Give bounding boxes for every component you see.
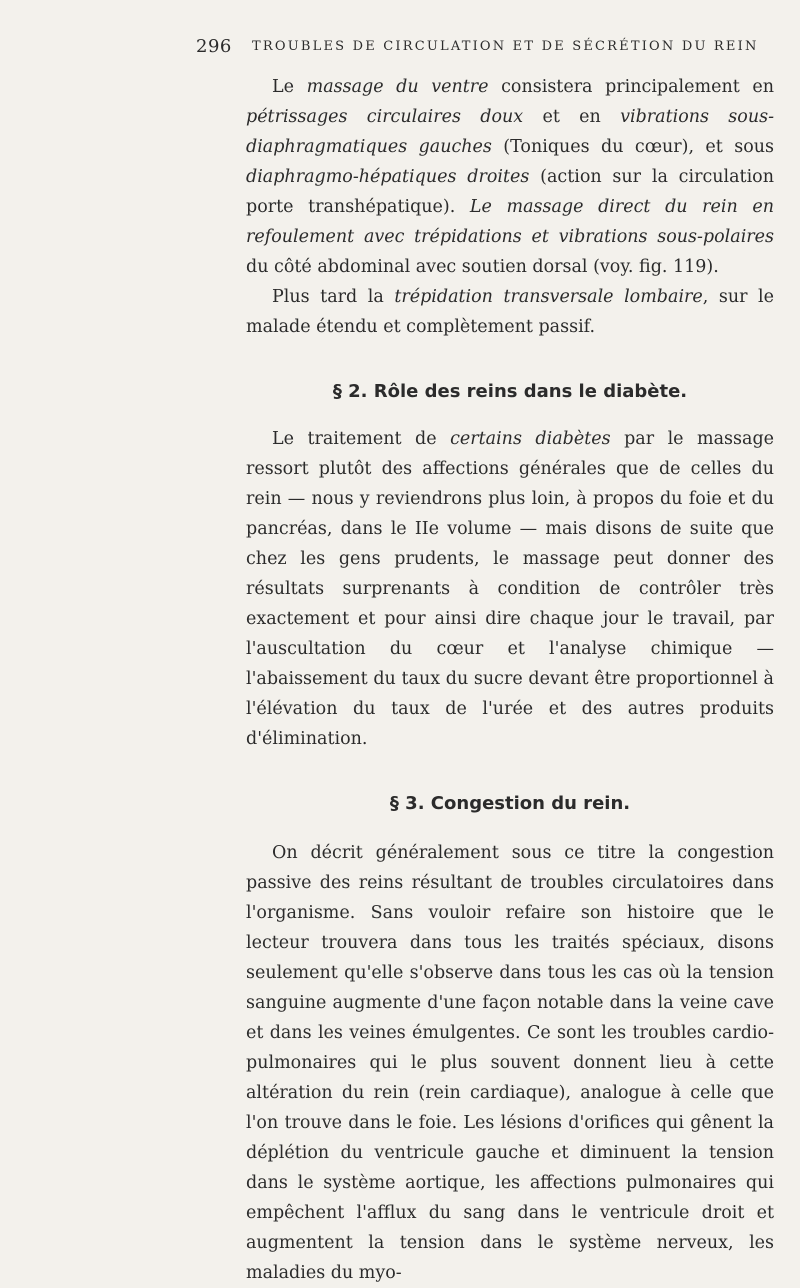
running-head: TROUBLES DE CIRCULATION ET DE SÉCRÉTION DU REIN xyxy=(252,39,759,54)
paragraph-congestion xyxy=(246,838,774,1288)
text-run: et en xyxy=(523,107,621,127)
section-heading-congestion: § 3. Congestion du rein. xyxy=(389,793,631,814)
text-run: Le traitement de xyxy=(272,429,451,449)
page-header xyxy=(196,36,776,60)
paragraph-massage-ventre xyxy=(246,72,774,282)
italic-term: pétrissages circulaires doux xyxy=(246,107,524,127)
page-number: 296 xyxy=(196,36,232,57)
italic-term: Le massage direct du rein en refoulement avec trépidations et vibrations sous-polaires xyxy=(246,197,774,247)
text-run: du côté abdominal avec soutien dorsal (voy. fig. 119). xyxy=(246,257,719,277)
italic-term: certains diabètes xyxy=(450,429,611,449)
italic-term: diaphragmo-hépatiques droites xyxy=(246,167,530,187)
text-run: (action sur la circulation porte transhépatique). xyxy=(246,167,774,217)
text-run: , sur le malade étendu et complètement passif. xyxy=(246,287,774,337)
page-body xyxy=(246,72,774,1288)
italic-term: massage du ventre xyxy=(306,77,489,97)
text-run: On décrit généralement sous ce titre la congestion passive des reins résultant de troubles circulatoires dans l'organisme. Sans vouloir refaire son histoire que le lecteur trouvera dans tous les traités spéciaux, disons seulement qu'elle s'observe dans tous les cas où la tension sanguine augmente d'une façon notable dans la veine cave et dans les veines émulgentes. Ce sont les troubles cardio-pulmonaires qui le plus souvent donnent lieu à cette altération du rein (rein cardiaque), analogue à celle que l'on trouve dans le foie. Les lésions d'orifices qui gênent la déplétion du ventricule gauche et diminuent la tension dans le système aortique, les affections pulmonaires qui empêchent l'afflux du sang dans le ventricule droit et augmentent la tension dans le système nerveux, les maladies du myo- xyxy=(246,843,774,1283)
text-run: Plus tard la xyxy=(272,287,395,307)
paragraph-trepidation xyxy=(246,282,774,342)
text-run: (Toniques du cœur), et sous xyxy=(491,137,774,157)
paragraph-diabete xyxy=(246,424,774,754)
text-run: par le massage ressort plutôt des affections générales que de celles du rein — nous y reviendrons plus loin, à propos du foie et du pancréas, dans le IIe volume — mais disons de suite que chez les gens prudents, le massage peut donner des résultats surprenants à condition de contrôler très exactement et pour ainsi dire chaque jour le travail, par l'auscultation du cœur et l'analyse chimique — l'abaissement du taux du sucre devant être proportionnel à l'élévation du taux de l'urée et des autres produits d'élimination. xyxy=(246,429,775,749)
section-heading-diabete: § 2. Rôle des reins dans le diabète. xyxy=(332,381,688,402)
text-run: consistera principalement en xyxy=(488,77,774,97)
italic-term: trépidation transversale lombaire xyxy=(394,287,703,307)
text-run: Le xyxy=(272,77,307,97)
italic-term: vibrations sous-diaphragmatiques gauches xyxy=(246,107,774,157)
